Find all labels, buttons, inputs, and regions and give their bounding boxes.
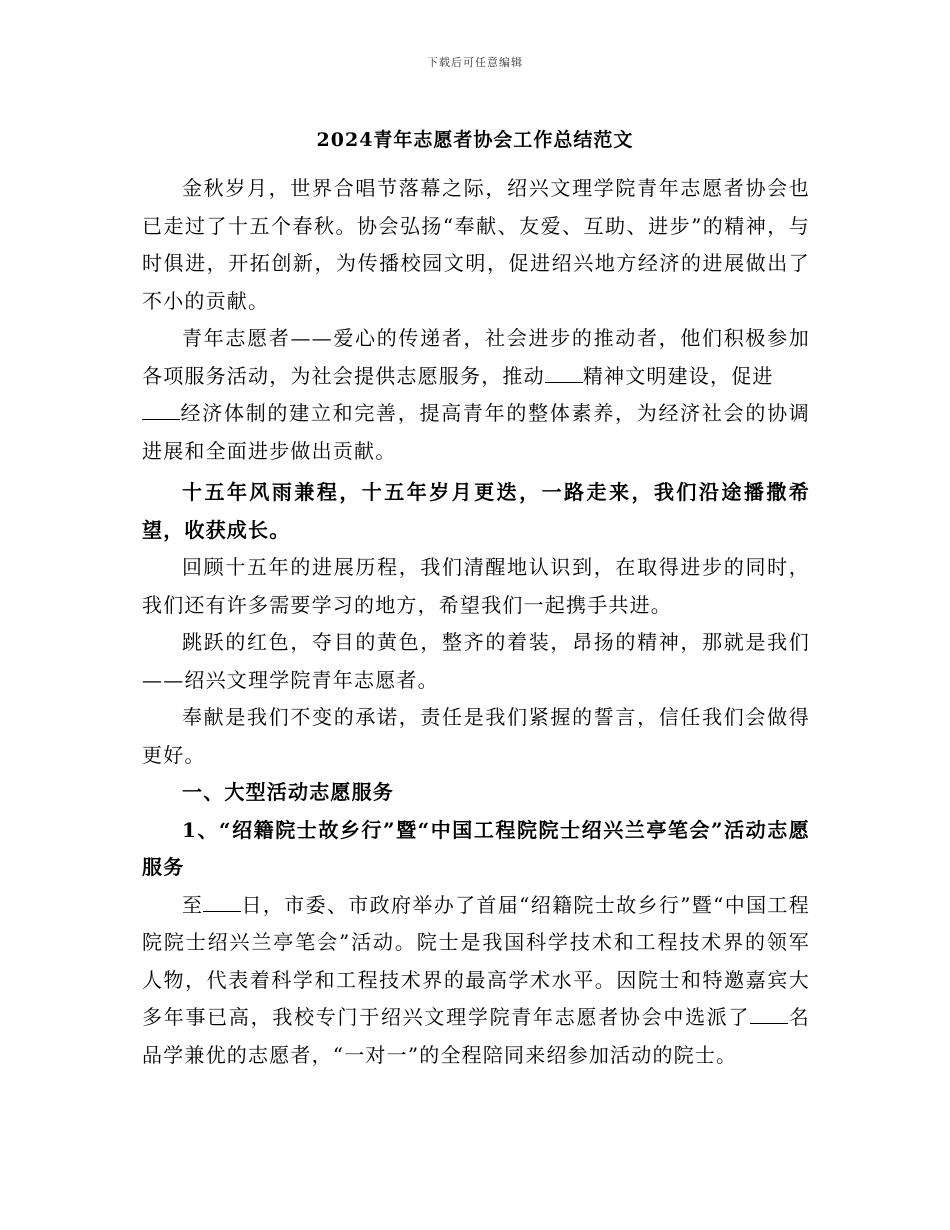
paragraph-volunteers bbox=[142, 320, 810, 470]
header-note: 下载后可任意编辑 bbox=[427, 56, 523, 69]
fill-blank bbox=[545, 362, 583, 383]
paragraph-intro: 金秋岁月，世界合唱节落幕之际，绍兴文理学院青年志愿者协会也已走过了十五个春秋。协会弘扬“奉献、友爱、互助、进步”的精神，与时俱进，开拓创新，为传播校园文明，促进绍兴地方经济的进展做出了不小的贡献。 bbox=[142, 176, 810, 313]
paragraph-academician-event bbox=[142, 887, 810, 1075]
paragraph-event-part-a: 至 bbox=[182, 892, 204, 917]
paragraph-fifteen-years: 十五年风雨兼程，十五年岁月更迭，一路走来，我们沿途播撒希望，收获成长。 bbox=[142, 480, 810, 542]
document-body bbox=[142, 170, 810, 1074]
paragraph-event-part-b: 日，市委、市政府举办了首届“绍籍院士故乡行”暨“中国工程院院士绍兴兰亭笔会”活动。院士是我国科学技术和工程技术界的领军人物，代表着科学和工程技术界的最高学术水平。因院士和特邀嘉宾大多年事已高，我校专门于绍兴文理学院青年志愿者协会中选派了 bbox=[142, 892, 810, 1029]
paragraph-review: 回顾十五年的进展历程，我们清醒地认识到，在取得进步的同时，我们还有许多需要学习的地方，希望我们一起携手共进。 bbox=[142, 555, 810, 617]
subsection-heading-1: 1、“绍籍院士故乡行”暨“中国工程院院士绍兴兰亭笔会”活动志愿服务 bbox=[142, 817, 810, 879]
paragraph-event-part-c: 名品学兼优的志愿者，“一对一”的全程陪同来绍参加活动的院士。 bbox=[142, 1005, 810, 1067]
paragraph-volunteers-part-c: 经济体制的建立和完善，提高青年的整体素养，为经济社会的协调进展和全面进步做出贡献。 bbox=[142, 401, 810, 463]
paragraph-promise: 奉献是我们不变的承诺，责任是我们紧握的誓言，信任我们会做得更好。 bbox=[142, 705, 810, 767]
document-title: 2024青年志愿者协会工作总结范文 bbox=[316, 129, 634, 151]
fill-blank bbox=[750, 1003, 788, 1024]
fill-blank bbox=[142, 399, 180, 420]
fill-blank bbox=[203, 891, 241, 912]
section-heading-1: 一、大型活动志愿服务 bbox=[182, 780, 394, 804]
paragraph-volunteers-part-a: 青年志愿者——爱心的传递者，社会进步的推动者，他们积极参加各项服务活动，为社会提供志愿服务，推动 bbox=[142, 326, 810, 388]
paragraph-volunteers-part-b: 精神文明建设，促进 bbox=[582, 363, 774, 388]
paragraph-red-yellow: 跳跃的红色，夺目的黄色，整齐的着装，昂扬的精神，那就是我们——绍兴文理学院青年志愿者。 bbox=[142, 630, 810, 692]
